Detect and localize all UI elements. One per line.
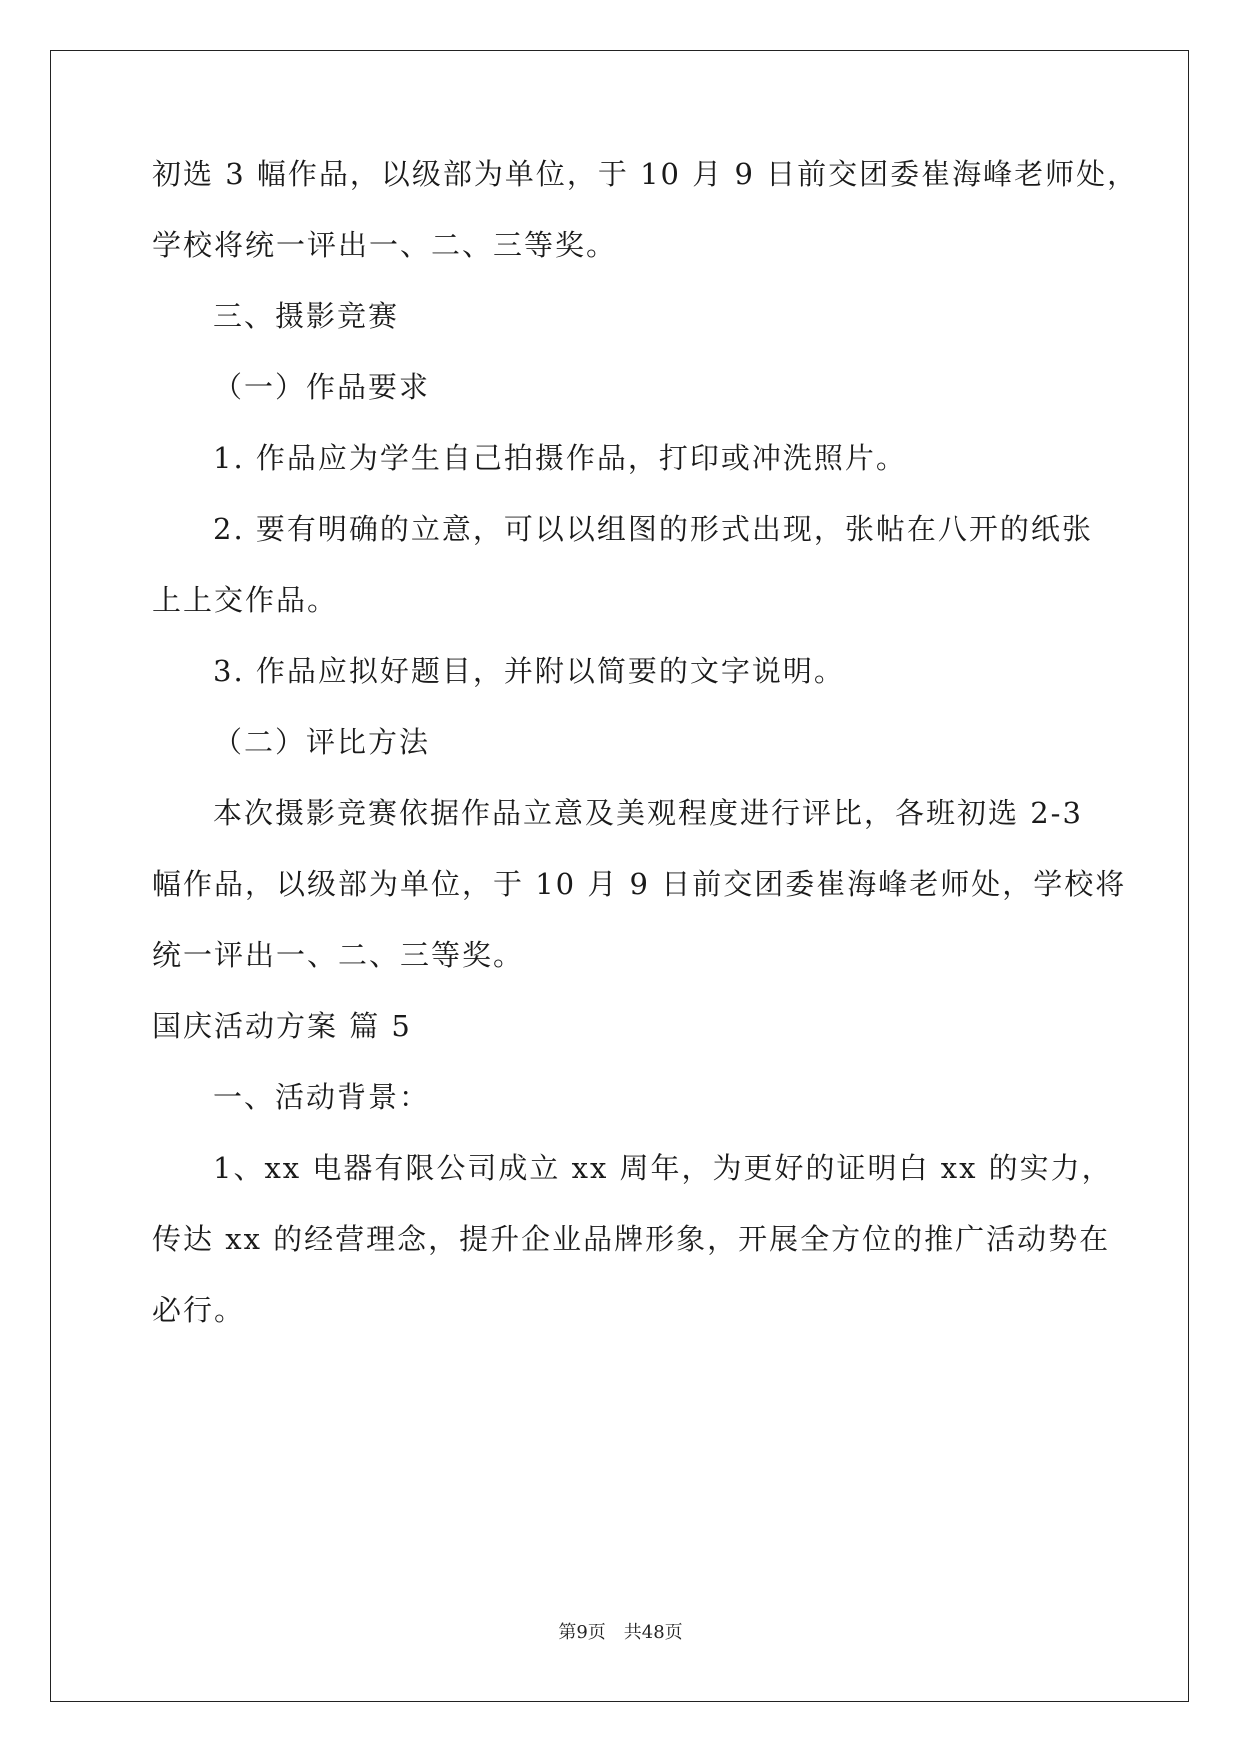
page-number-current: 9: [576, 1622, 588, 1643]
list-item-3: 3. 作品应拟好题目，并附以简要的文字说明。: [213, 654, 845, 688]
list-item-2: 2. 要有明确的立意，可以以组图的形式出现，张帖在八开的纸张: [213, 512, 1093, 546]
section-heading-photo-contest: 三、摄影竞赛: [213, 299, 400, 333]
subsection-heading-requirements: （一）作品要求: [213, 370, 431, 404]
list-item-1: 1. 作品应为学生自己拍摄作品，打印或冲洗照片。: [213, 441, 907, 475]
subsection-heading-evaluation: （二）评比方法: [213, 725, 431, 759]
body-line-background-3: 必行。: [152, 1293, 246, 1327]
body-line-background-1: 1、xx 电器有限公司成立 xx 周年，为更好的证明白 xx 的实力，: [213, 1151, 1113, 1185]
body-line-evaluation-1: 本次摄影竞赛依据作品立意及美观程度进行评比，各班初选 2-3: [213, 796, 1083, 830]
list-item-2-cont: 上上交作品。: [152, 583, 339, 617]
document-section-title: 国庆活动方案 篇 5: [152, 1009, 412, 1043]
body-line-1: 初选 3 幅作品，以级部为单位，于 10 月 9 日前交团委崔海峰老师处，: [152, 157, 1139, 191]
page-number-total: 48: [641, 1622, 665, 1643]
body-line-evaluation-2: 幅作品，以级部为单位，于 10 月 9 日前交团委崔海峰老师处，学校将: [152, 867, 1127, 901]
body-line-evaluation-3: 统一评出一、二、三等奖。: [152, 938, 525, 972]
page-number-footer: [0, 1621, 1241, 1645]
body-line-background-2: 传达 xx 的经营理念，提升企业品牌形象，开展全方位的推广活动势在: [152, 1222, 1111, 1256]
page-number-suffix: 页: [664, 1622, 683, 1643]
section-heading-background: 一、活动背景：: [213, 1080, 431, 1114]
page-number-mid: 页 共: [587, 1622, 642, 1643]
body-line-2: 学校将统一评出一、二、三等奖。: [152, 228, 618, 262]
page-number-prefix: 第: [558, 1622, 577, 1643]
